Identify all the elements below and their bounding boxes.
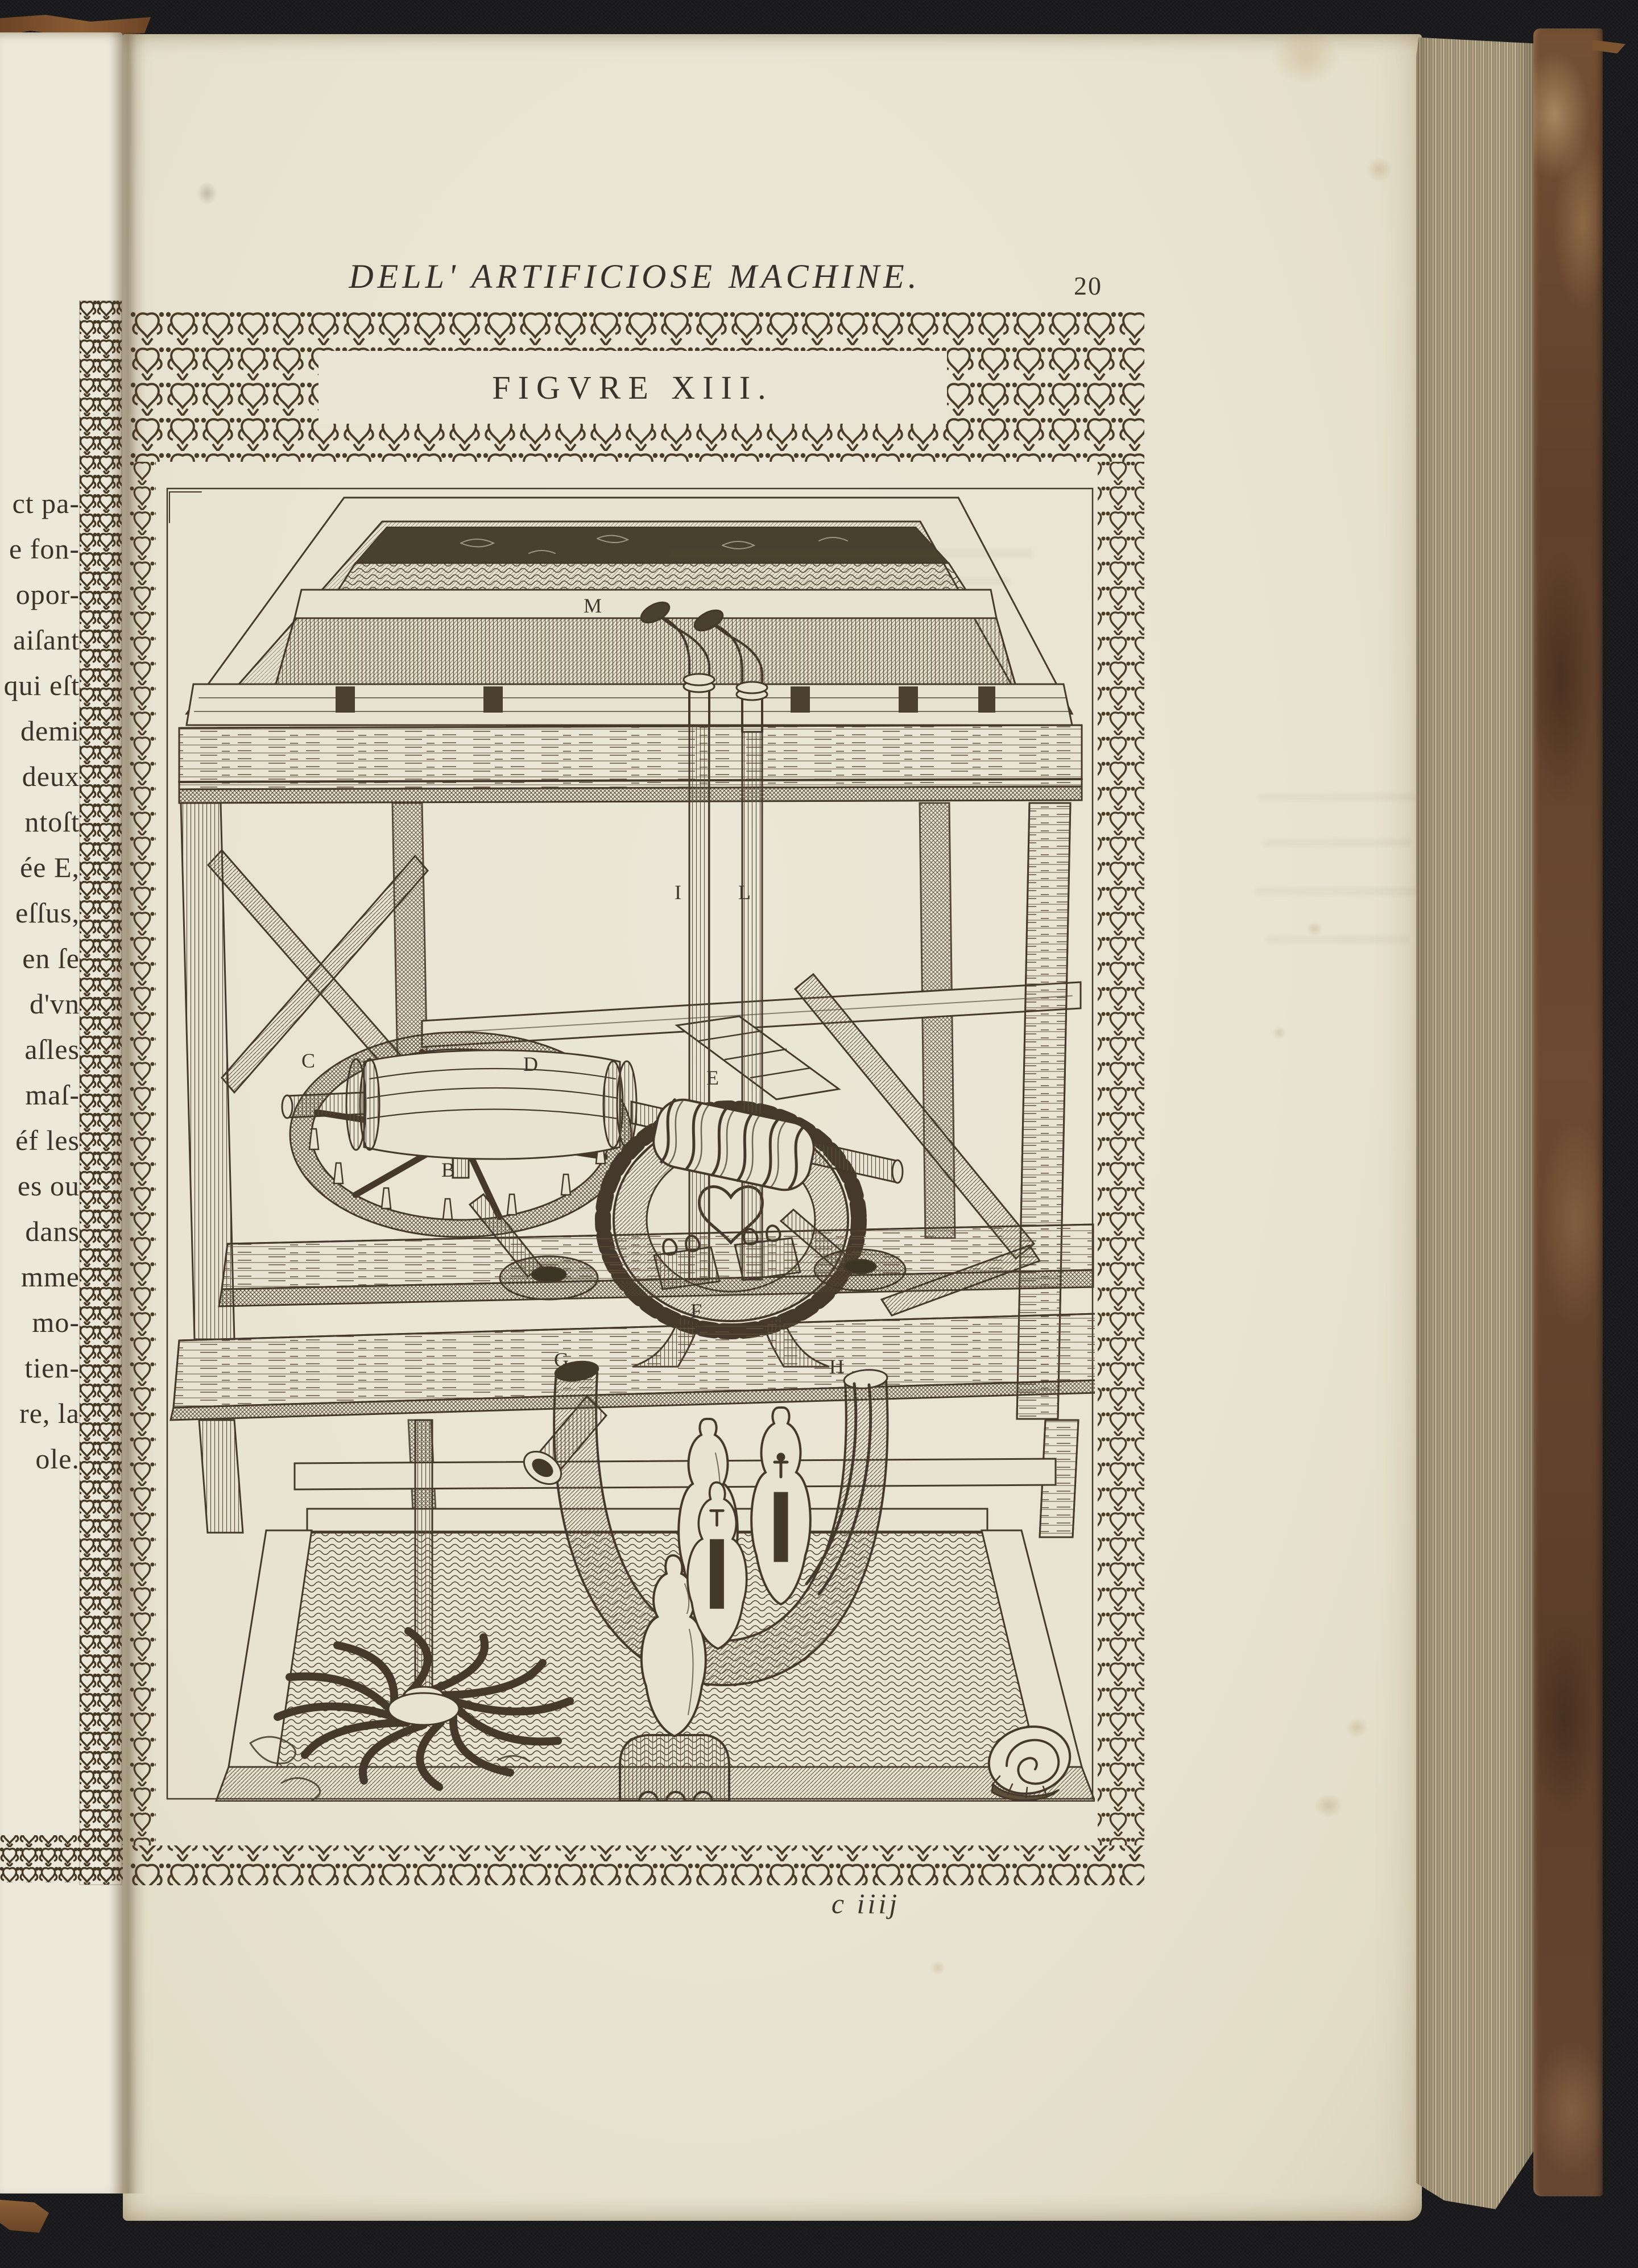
text-fragment: ntoſt: [24, 806, 80, 838]
text-fragment: eſſus,: [15, 897, 80, 929]
text-fragment: ole.: [35, 1443, 80, 1475]
border-band-top: [130, 310, 1144, 351]
text-fragment: aiſant: [13, 624, 80, 656]
label-L: L: [738, 881, 751, 904]
engraving-figure-13: [165, 486, 1095, 1802]
text-fragment: ée E,: [20, 851, 80, 883]
text-fragment: re, la: [19, 1397, 80, 1429]
text-fragment: dans: [25, 1215, 80, 1247]
border-column-right: [1098, 462, 1144, 1845]
book-binding: [1533, 28, 1603, 2196]
book-page: [123, 34, 1422, 2221]
signature-mark: c iiij: [831, 1888, 900, 1919]
page-stack-fore-edge: [1416, 34, 1544, 2218]
text-fragment: deux: [22, 760, 80, 792]
label-F: F: [690, 1299, 702, 1322]
figure-title: FIGVRE XIII.: [492, 369, 774, 406]
text-fragment: maſ-: [25, 1079, 80, 1111]
facing-page-border-ornament: [0, 300, 123, 1887]
label-G: G: [554, 1348, 569, 1371]
border-column-left: [130, 462, 156, 1845]
label-C: C: [301, 1049, 316, 1072]
text-fragment: demi: [20, 715, 80, 747]
running-title: DELL' ARTIFICIOSE MACHINE.: [349, 258, 921, 295]
text-fragment: ct pa-: [12, 487, 80, 519]
label-I: I: [675, 881, 681, 904]
facing-page: [0, 32, 123, 2193]
border-band-under-cartouche: [130, 424, 1144, 462]
page-number: 20: [1074, 271, 1102, 300]
stain: [1346, 1717, 1368, 1738]
text-fragment: e fon-: [9, 533, 80, 565]
label-D: D: [523, 1053, 538, 1075]
figure-title-cartouche: [318, 351, 947, 424]
label-M: M: [584, 594, 602, 617]
text-fragment: opor-: [15, 578, 80, 610]
stain: [1306, 921, 1323, 936]
border-band-bottom: [130, 1845, 1144, 1885]
stain: [930, 1961, 945, 1975]
text-fragment: mo-: [32, 1306, 80, 1338]
text-fragment: en ſe: [22, 942, 80, 974]
stain: [1315, 1794, 1342, 1818]
text-fragment: tien-: [24, 1352, 80, 1384]
binding-edge-bottom-left: [0, 2200, 49, 2233]
label-H: H: [829, 1355, 844, 1378]
text-fragment: mme: [21, 1261, 80, 1293]
stain: [1366, 157, 1392, 182]
text-fragment: aſles: [24, 1033, 80, 1065]
text-fragment: es ou: [17, 1170, 80, 1202]
label-E: E: [706, 1066, 719, 1089]
stain: [197, 182, 217, 205]
stain: [1272, 28, 1340, 85]
text-fragment: qui eſt: [3, 669, 80, 701]
stain: [1272, 1026, 1287, 1040]
label-B: B: [441, 1158, 456, 1181]
text-fragment: éf les: [15, 1124, 80, 1156]
text-fragment: d'vn: [29, 988, 80, 1020]
